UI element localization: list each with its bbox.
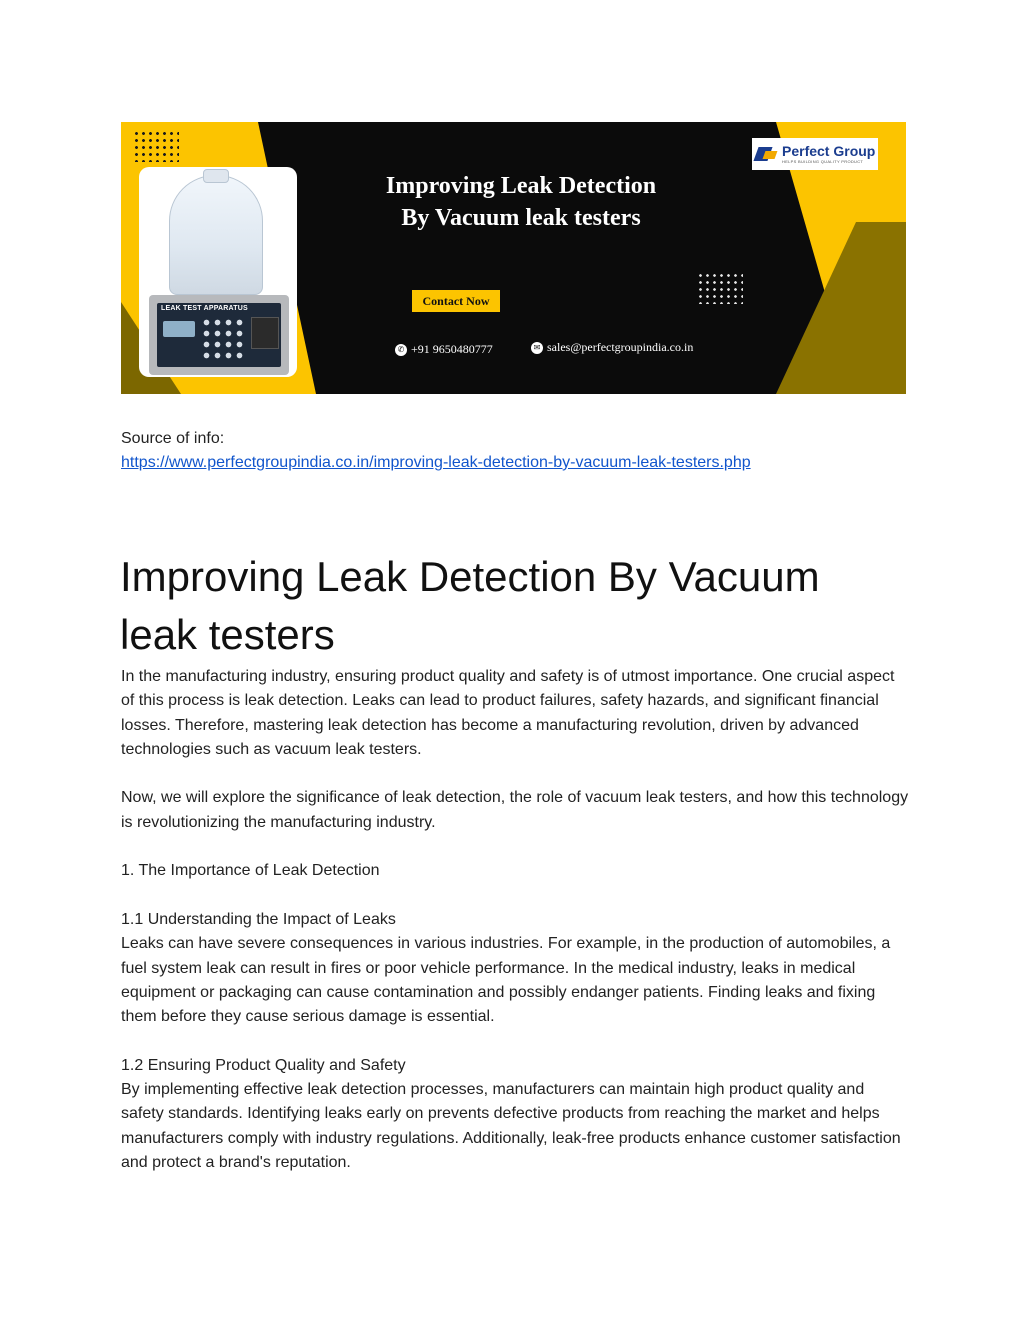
banner-title: [311, 170, 731, 234]
section-1-1-body: Leaks can have severe consequences in various industries. For example, in the production of automobiles, a fuel system leak can result in fires or poor vehicle performance. In the medical industry, leaks in medical equipment or packaging can cause contamination and possibly endanger patients. Finding leaks and fixing them before they cause serious damage is essential.: [121, 935, 891, 1026]
paragraph-overview: Now, we will explore the significance of leak detection, the role of vacuum leak testers, and how this technology is revolutionizing the manufacturing industry.: [121, 789, 909, 831]
logo-name: Perfect Group: [782, 143, 876, 159]
control-panel-illustration: [157, 303, 281, 367]
section-1-1-heading: 1.1 Understanding the Impact of Leaks: [121, 910, 396, 928]
source-info: [121, 427, 751, 475]
contact-now-button: Contact Now: [412, 290, 500, 312]
phone-text: +91 9650480777: [411, 342, 493, 356]
jar-knob-illustration: [203, 169, 229, 183]
dot-pattern-decoration: [697, 272, 743, 304]
banner-email: [531, 340, 693, 355]
page-title: Improving Leak Detection By Vacuum leak testers: [120, 553, 820, 659]
banner-title-line-1: Improving Leak Detection: [385, 173, 657, 199]
section-1-2: [121, 1054, 911, 1175]
banner-title-line-2: By Vacuum leak testers: [401, 205, 641, 231]
source-label: Source of info:: [121, 430, 225, 447]
logo-mark-icon: [756, 143, 778, 165]
display-screen-illustration: [163, 321, 195, 337]
perfect-group-logo: [752, 138, 878, 170]
logo-tagline: HELPS BUILDING QUALITY PRODUCT: [782, 159, 864, 164]
source-link[interactable]: https://www.perfectgroupindia.co.in/improving-leak-detection-by-vacuum-leak-testers.php: [121, 454, 751, 471]
apparatus-base-illustration: [149, 295, 289, 375]
phone-icon: ✆: [395, 344, 407, 356]
banner-image: [121, 122, 906, 394]
vacuum-jar-illustration: [169, 175, 263, 295]
dot-pattern-decoration: [133, 130, 179, 162]
printer-illustration: [251, 317, 279, 349]
product-photo: [139, 167, 297, 377]
section-1-2-body: By implementing effective leak detection processes, manufacturers can maintain high product quality and safety standards. Identifying leaks early on prevents defective products from reaching the market and helps manufacturers comply with industry regulations. Additionally, leak-free products enhance customer satisfaction and protect a brand's reputation.: [121, 1081, 901, 1171]
section-heading-1: 1. The Importance of Leak Detection: [121, 862, 380, 880]
keypad-illustration: [201, 317, 245, 361]
email-text: sales@perfectgroupindia.co.in: [547, 340, 694, 354]
banner-phone: [395, 342, 493, 357]
mail-icon: ✉: [531, 342, 543, 354]
article-body: [121, 665, 911, 1200]
paragraph-intro: In the manufacturing industry, ensuring product quality and safety is of utmost importance. One crucial aspect of this process is leak detection. Leaks can lead to product failures, safety hazards, and significant financial losses. Therefore, mastering leak detection has become a manufacturing revolution, driven by advanced technologies such as vacuum leak testers.: [121, 668, 895, 758]
section-1-2-heading: 1.2 Ensuring Product Quality and Safety: [121, 1056, 406, 1074]
product-label: LEAK TEST APPARATUS: [161, 305, 248, 312]
section-1-1: [121, 908, 911, 1029]
